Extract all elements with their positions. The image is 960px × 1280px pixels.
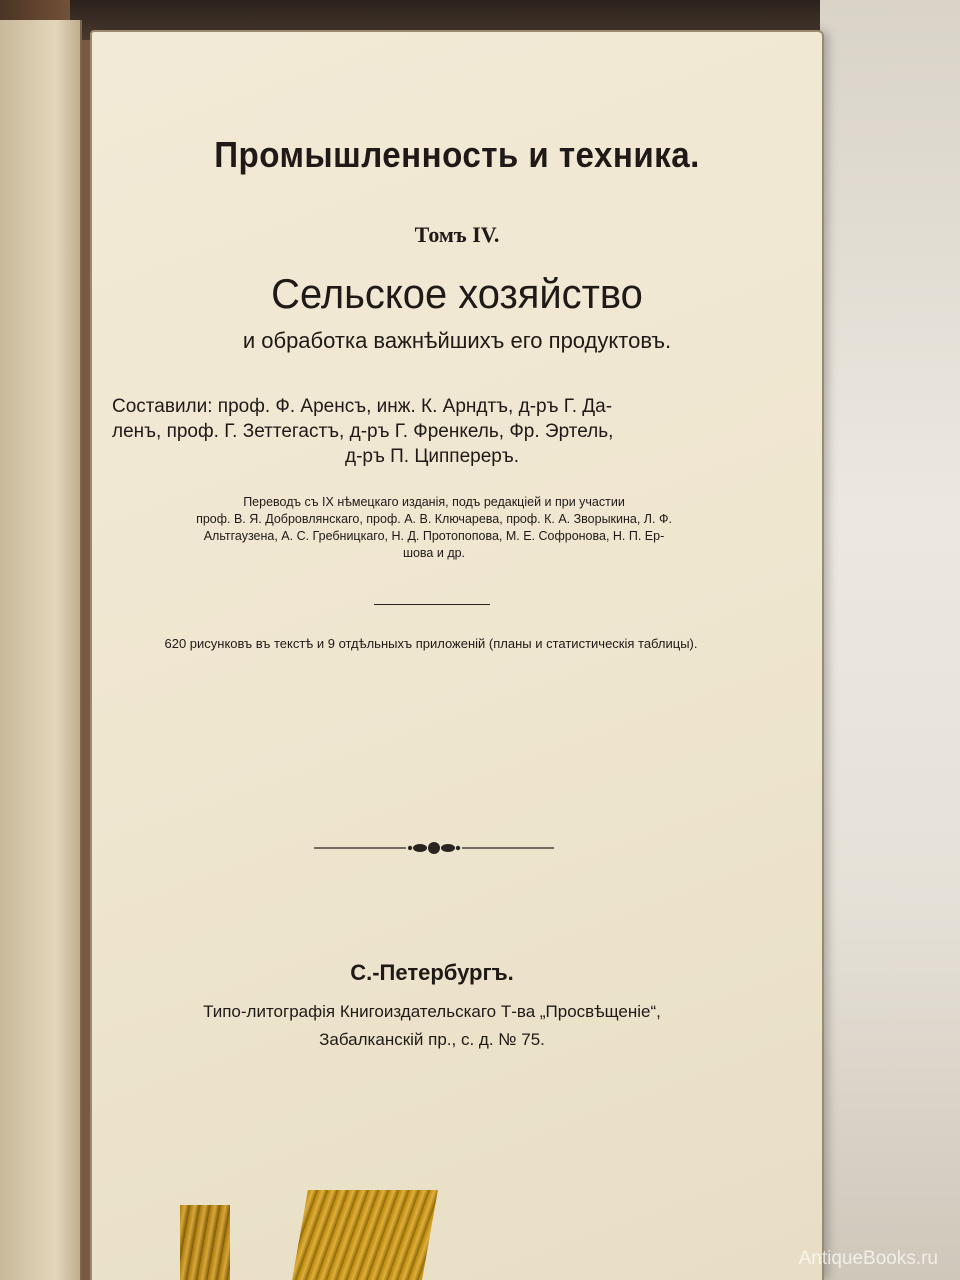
right-cloth-background [820,0,960,1280]
printer-line: Забалканскій пр., с. д. № 75. [319,1030,545,1049]
volume-label: Томъ IV. [414,222,500,247]
fleuron-ornament-icon [314,836,554,860]
left-page-edge [0,20,82,1280]
city-name: С.-Петербургъ. [350,960,514,985]
watermark: AntiqueBooks.ru [798,1248,938,1269]
subject-subtitle: и обработка важнѣйшихъ его продуктовъ. [242,328,672,353]
translation-line: проф. В. Я. Добровлянскаго, проф. А. В. Ключарева, проф. К. А. Зворыкина, Л. Ф. [196,512,672,526]
title-page-content [92,32,822,1280]
translation-line: Альтгаузена, А. С. Гребницкаго, Н. Д. Протопопова, М. Е. Софронова, Н. П. Ер- [203,529,665,543]
translation-line: Переводъ съ IX нѣмецкаго изданія, подъ редакціей и при участии [243,495,625,509]
short-divider [374,604,490,605]
translation-line: шова и др. [402,546,466,560]
authors-block [112,394,752,469]
authors-line: д-ръ П. Циппереръ. [344,446,519,467]
series-title: Промышленность и техника. [214,134,700,175]
printer-line: Типо-литографія Книгоиздательскаго Т-ва „Просвѣщеніе“, [203,1002,661,1021]
authors-line: ленъ, проф. Г. Зеттегастъ, д-ръ Г. Френкель, Фр. Эртель, [112,421,614,442]
printer-block [92,998,772,1054]
translation-block [104,494,764,562]
illustrations-note: 620 рисунковъ въ текстѣ и 9 отдѣльныхъ приложеній (планы и статистическія таблицы). [164,636,698,651]
authors-line: Составили: проф. Ф. Аренсъ, инж. К. Арндтъ, д-ръ Г. Да- [112,396,613,417]
subject-title: Сельское хозяйство [271,270,643,317]
